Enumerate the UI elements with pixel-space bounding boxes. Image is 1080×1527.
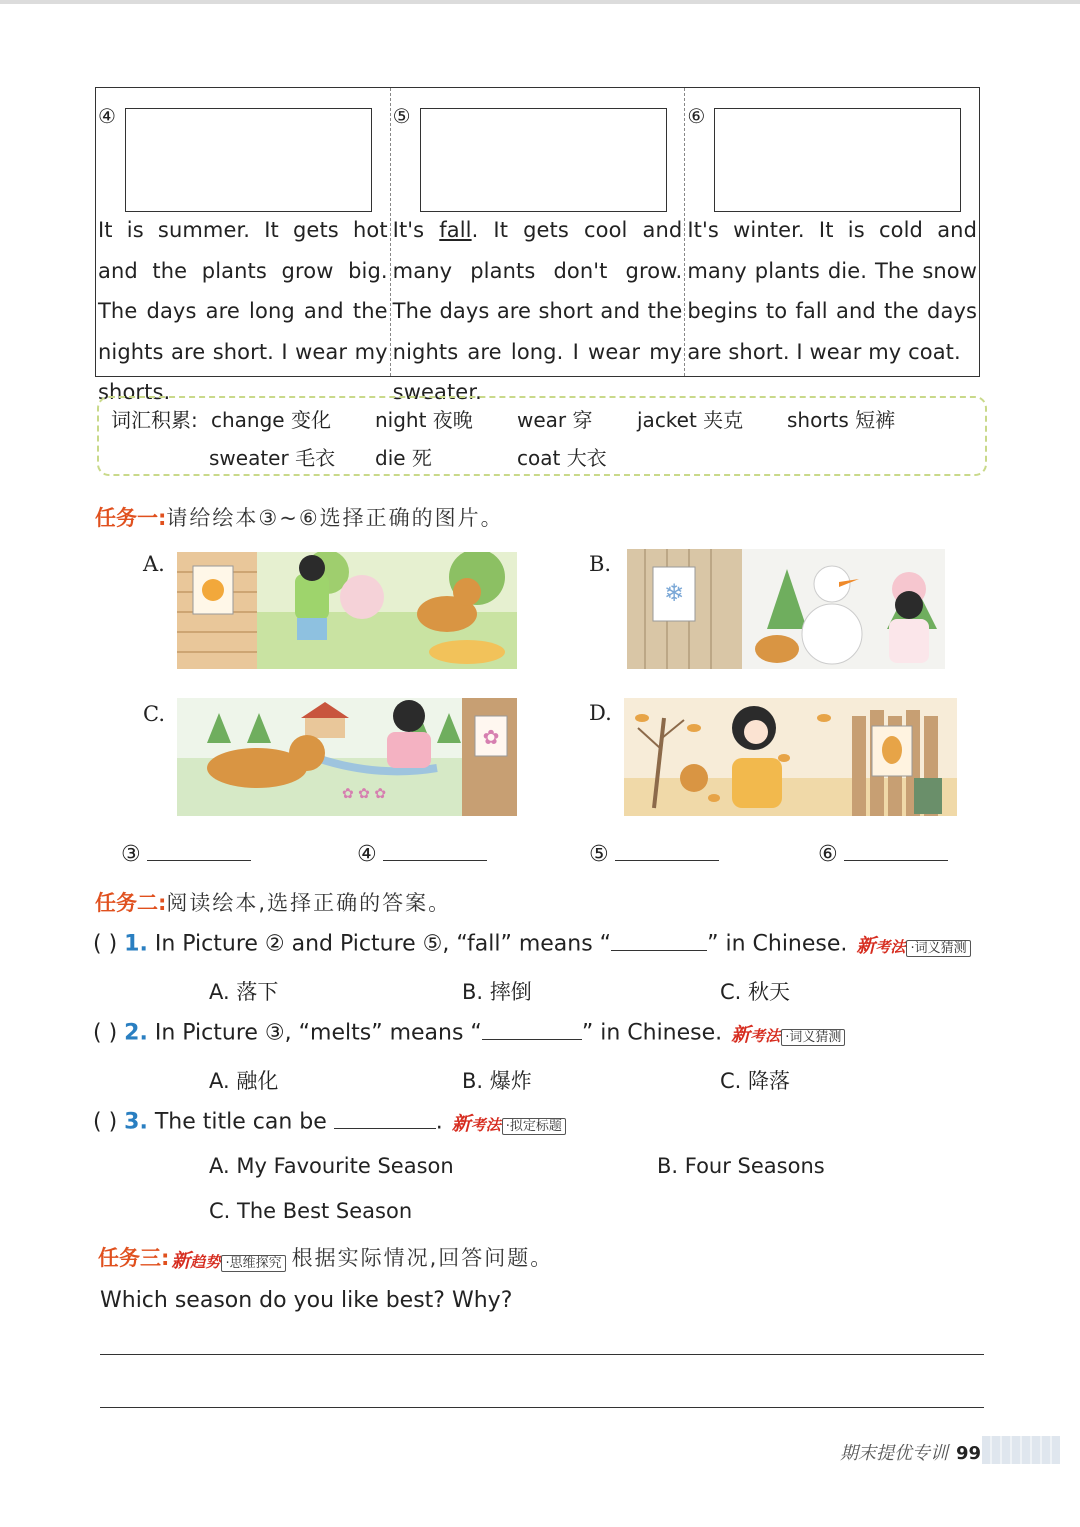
tag-kao: 趋势 (190, 1252, 221, 1271)
vocab-item: night 夜晚 (375, 408, 473, 432)
blank-number: ⑥ (818, 842, 838, 867)
vocab-item: shorts 短裤 (787, 408, 896, 432)
option-2b[interactable]: B. 爆炸 (462, 1069, 532, 1093)
cell-number: ⑤ (392, 104, 411, 128)
sun-icon (202, 579, 224, 601)
story-cell-4 (96, 88, 390, 404)
fall-illustration (624, 698, 957, 816)
fill-blank[interactable] (482, 1021, 582, 1040)
underlined-word-fall: fall (439, 218, 472, 242)
page-number: 99 (956, 1443, 982, 1464)
question-2 (93, 1020, 845, 1047)
question-text-post: ” in Chinese. (707, 931, 848, 957)
story-text: It is summer. It gets hot and the plants grow big. The days are long and the nights are short. I wear my shorts. (98, 218, 388, 404)
new-trend-tag (171, 1246, 285, 1273)
answer-paren[interactable]: ( ) (93, 931, 118, 957)
picture-answer-box[interactable] (125, 108, 372, 212)
svg-text:✿ ✿ ✿: ✿ ✿ ✿ (342, 786, 387, 802)
answer-line[interactable] (383, 842, 487, 861)
picture-letter-c: C. (143, 702, 165, 726)
vocab-label: 词汇积累: (111, 408, 198, 432)
question-text-pre: In Picture ③, “melts” means “ (154, 1020, 482, 1046)
option-3a[interactable]: A. My Favourite Season (209, 1154, 454, 1178)
tag-xin: 新 (731, 1024, 751, 1046)
answer-blank-3[interactable] (121, 842, 251, 867)
vocab-item: sweater 毛衣 (209, 446, 336, 470)
option-3b[interactable]: B. Four Seasons (657, 1154, 825, 1178)
question-text-pre: The title can be (154, 1109, 334, 1135)
spring-illustration (177, 698, 517, 816)
task1-heading (95, 502, 504, 532)
story-text: It's winter. It is cold and many plants die. The snow begins to fall and the days are short. I wear my coat. (687, 218, 978, 364)
story-table (95, 87, 980, 404)
blank-number: ③ (121, 842, 141, 867)
picture-c-spring (177, 698, 517, 816)
writing-line-1[interactable] (100, 1354, 984, 1355)
page-footer (840, 1439, 981, 1465)
tag-sub: ·拟定标题 (502, 1118, 566, 1135)
task2-heading (95, 887, 451, 917)
picture-answer-box[interactable] (714, 108, 961, 212)
question-1 (93, 931, 971, 958)
story-text (393, 210, 683, 413)
picture-d-fall (624, 698, 957, 816)
story-text-pre: It's (392, 218, 440, 242)
task2-text: 阅读绘本,选择正确的答案。 (166, 891, 452, 915)
footer-decoration (982, 1436, 1060, 1464)
option-1b[interactable]: B. 摔倒 (462, 980, 532, 1004)
question-number: 3. (124, 1109, 148, 1135)
vocab-item: coat 大衣 (517, 446, 607, 470)
tag-kao: 考法 (875, 938, 906, 956)
question-text-post: . (435, 1109, 443, 1135)
fill-blank[interactable] (611, 932, 707, 951)
option-2c[interactable]: C. 降落 (720, 1069, 791, 1093)
vocab-item: wear 穿 (517, 408, 593, 432)
answer-line[interactable] (844, 842, 948, 861)
answer-blank-6[interactable] (818, 842, 948, 867)
question-3 (93, 1109, 566, 1136)
writing-line-2[interactable] (100, 1407, 984, 1408)
answer-paren[interactable]: ( ) (93, 1020, 118, 1046)
task3-label: 任务三: (98, 1246, 170, 1270)
task3-heading (98, 1242, 553, 1273)
picture-b-winter (627, 549, 945, 669)
option-1a[interactable]: A. 落下 (209, 980, 279, 1004)
cell-number: ④ (98, 104, 116, 128)
task1-text: 请给绘本③~⑥选择正确的图片。 (166, 506, 504, 530)
task3-question: Which season do you like best? Why? (100, 1288, 513, 1313)
vocab-item: change 变化 (211, 408, 331, 432)
tag-xin: 新 (451, 1113, 471, 1135)
winter-illustration (627, 549, 945, 669)
new-method-tag (452, 1109, 566, 1136)
picture-a-summer (177, 552, 517, 669)
tag-sub: ·思维探究 (221, 1255, 285, 1272)
tag-sub: ·词义猜测 (781, 1029, 845, 1046)
picture-answer-box[interactable] (420, 108, 667, 212)
option-2a[interactable]: A. 融化 (209, 1069, 279, 1093)
task1-label: 任务一: (95, 506, 167, 530)
question-text-pre: In Picture ② and Picture ⑤, “fall” means “ (154, 931, 612, 957)
new-method-tag (856, 931, 970, 958)
flower-icon: ✿ (482, 725, 500, 749)
cell-number: ⑥ (687, 104, 706, 128)
picture-letter-d: D. (589, 701, 612, 725)
blank-number: ⑤ (589, 842, 609, 867)
tag-xin: 新 (856, 935, 876, 957)
task2-label: 任务二: (95, 891, 167, 915)
answer-paren[interactable]: ( ) (93, 1109, 118, 1135)
question-text-post: ” in Chinese. (581, 1020, 723, 1046)
answer-blank-5[interactable] (589, 842, 719, 867)
picture-letter-b: B. (589, 552, 612, 576)
new-method-tag (731, 1020, 845, 1047)
option-1c[interactable]: C. 秋天 (720, 980, 791, 1004)
footer-title: 期末提优专训 (840, 1443, 948, 1464)
picture-letter-a: A. (143, 552, 165, 576)
summer-illustration (177, 552, 517, 669)
option-3c[interactable]: C. The Best Season (209, 1199, 413, 1223)
tag-sub: ·词义猜测 (906, 940, 970, 957)
story-text-post: . It gets cool and many plants don't grow. The days are short and the nights are long. I wear my sweater. (392, 218, 683, 404)
answer-line[interactable] (615, 842, 719, 861)
vocab-box (97, 396, 987, 476)
vocab-item: jacket 夹克 (637, 408, 744, 432)
answer-blank-4[interactable] (357, 842, 487, 867)
vocab-item: die 死 (375, 446, 432, 470)
tag-kao: 考法 (470, 1116, 501, 1134)
leaf-icon (882, 736, 902, 764)
story-cell-6 (684, 88, 979, 376)
snowflake-icon: ❄ (663, 579, 685, 607)
fill-blank[interactable] (334, 1110, 436, 1129)
question-number: 2. (124, 1020, 148, 1046)
blank-number: ④ (357, 842, 377, 867)
tag-kao: 考法 (750, 1027, 781, 1045)
task3-text: 根据实际情况,回答问题。 (291, 1246, 554, 1270)
tag-xin: 新 (171, 1249, 191, 1272)
question-number: 1. (124, 931, 148, 957)
story-cell-5 (390, 88, 685, 404)
answer-line[interactable] (147, 842, 251, 861)
